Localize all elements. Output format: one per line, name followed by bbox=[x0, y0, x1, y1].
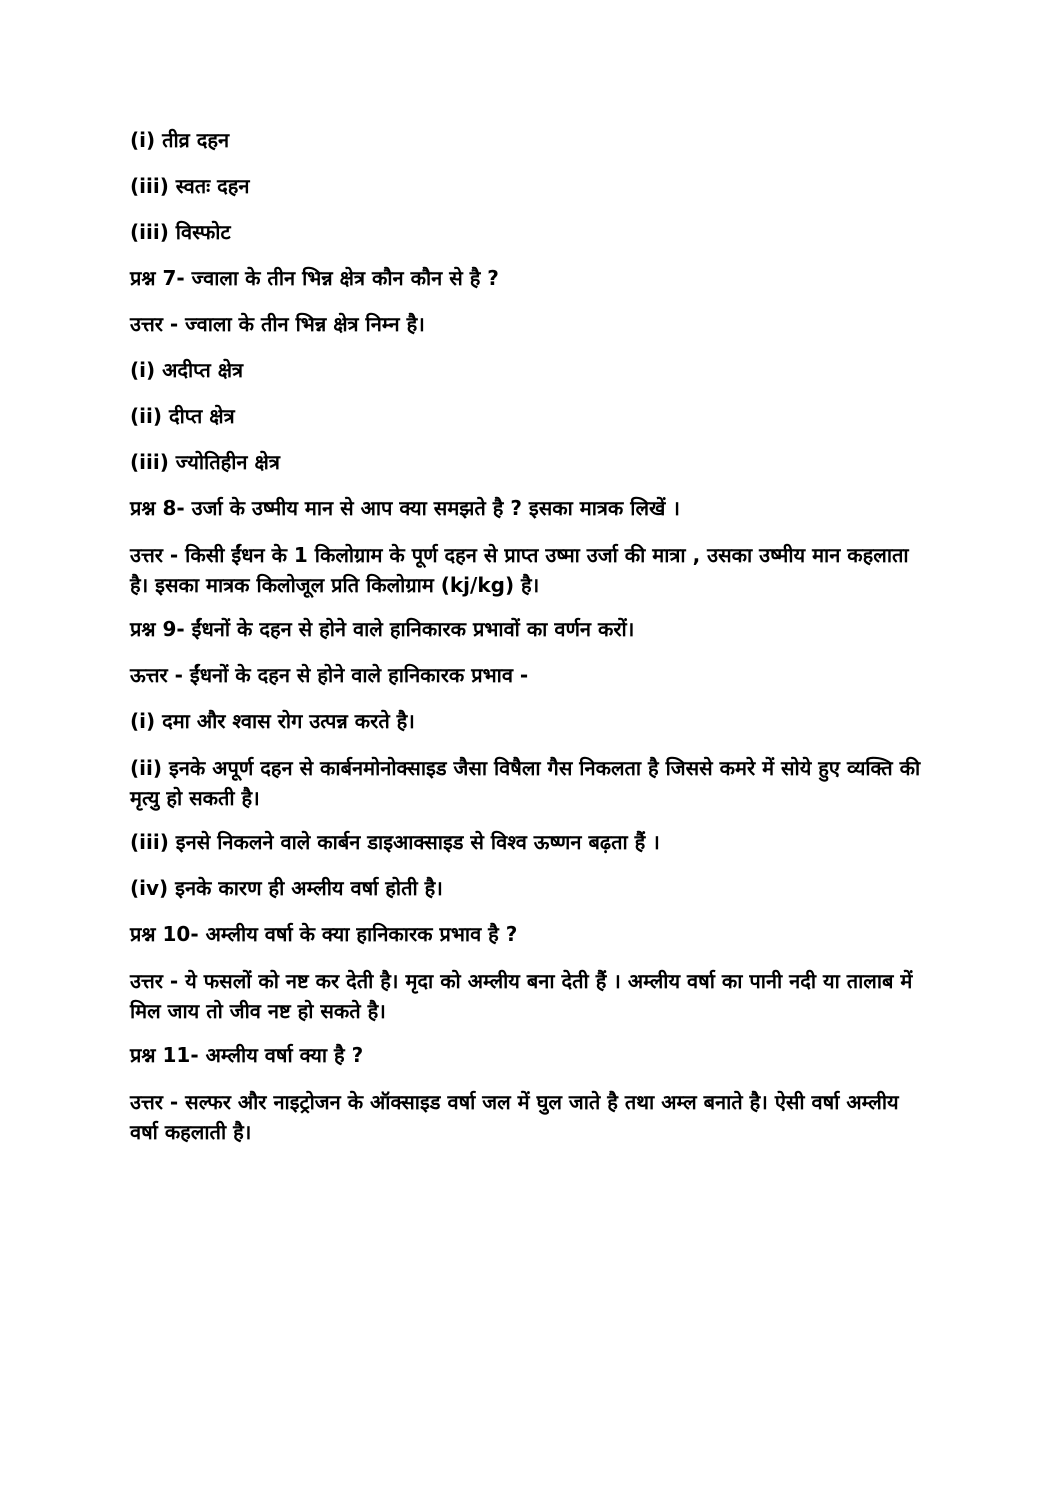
answer-9-item-1: (i) दमा और श्वास रोग उत्पन्न करते है। bbox=[130, 709, 415, 733]
question-9: प्रश्न 9- ईंधनों के दहन से होने वाले हानिकारक प्रभावों का वर्णन करों। bbox=[130, 617, 635, 641]
document-body bbox=[130, 126, 930, 1162]
answer-line-explosion: (iii) विस्फोट bbox=[130, 220, 231, 244]
answer-10: उत्तर - ये फसलों को नष्ट कर देती है। मृदा को अम्लीय बना देती हैं । अम्लीय वर्षा का पानी नदी या तालाब में मिल जाय तो जीव नष्ट हो सकते है। bbox=[130, 969, 913, 1023]
answer-9-item-4: (iv) इनके कारण ही अम्लीय वर्षा होती है। bbox=[130, 876, 443, 900]
answer-9-item-3: (iii) इनसे निकलने वाले कार्बन डाइआक्साइड से विश्व ऊष्णन बढ़ता हैं । bbox=[130, 830, 660, 854]
answer-9: ऊत्तर - ईंधनों के दहन से होने वाले हानिकारक प्रभाव - bbox=[130, 663, 529, 687]
answer-11: उत्तर - सल्फर और नाइट्रोजन के ऑक्साइड वर्षा जल में घुल जाते है तथा अम्ल बनाते है। ऐसी वर्षा अम्लीय वर्षा कहलाती है। bbox=[130, 1090, 899, 1144]
answer-line-spontaneous-combustion: (iii) स्वतः दहन bbox=[130, 174, 250, 198]
answer-8: उत्तर - किसी ईंधन के 1 किलोग्राम के पूर्ण दहन से प्राप्त उष्मा उर्जा की मात्रा , उसका उष्मीय मान कहलाता है। इसका मात्रक किलोजूल प्रति किलोग्राम (kj/kg) है। bbox=[130, 543, 909, 597]
question-11: प्रश्न 11- अम्लीय वर्षा क्या है ? bbox=[130, 1043, 364, 1067]
answer-7-item-1: (i) अदीप्त क्षेत्र bbox=[130, 358, 244, 382]
answer-7: उत्तर - ज्वाला के तीन भिन्न क्षेत्र निम्न है। bbox=[130, 312, 425, 336]
question-7: प्रश्न 7- ज्वाला के तीन भिन्न क्षेत्र कौन कौन से है ? bbox=[130, 266, 499, 290]
answer-9-item-2: (ii) इनके अपूर्ण दहन से कार्बनमोनोक्साइड जैसा विषैला गैस निकलता है जिससे कमरे में सोये हुए व्यक्ति की मृत्यु हो सकती है। bbox=[130, 756, 921, 810]
answer-7-item-2: (ii) दीप्त क्षेत्र bbox=[130, 404, 235, 428]
question-8: प्रश्न 8- उर्जा के उष्मीय मान से आप क्या समझते है ? इसका मात्रक लिखें । bbox=[130, 496, 680, 520]
answer-line-intense-combustion: (i) तीव्र दहन bbox=[130, 128, 230, 152]
answer-7-item-3: (iii) ज्योतिहीन क्षेत्र bbox=[130, 450, 280, 474]
question-10: प्रश्न 10- अम्लीय वर्षा के क्या हानिकारक प्रभाव है ? bbox=[130, 922, 518, 946]
